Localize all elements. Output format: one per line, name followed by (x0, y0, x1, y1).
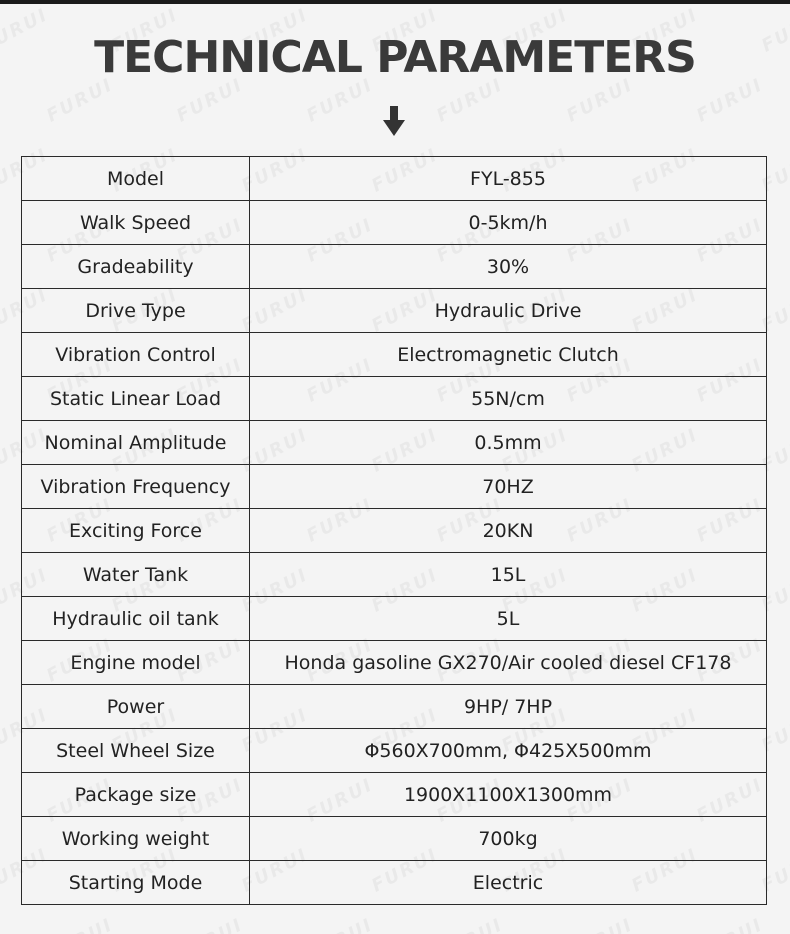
spec-value: 15L (250, 553, 767, 597)
watermark-logo (693, 914, 767, 934)
spec-label: Exciting Force (22, 509, 250, 553)
watermark-logo (563, 914, 637, 934)
spec-value: Honda gasoline GX270/Air cooled diesel CF178 (250, 641, 767, 685)
spec-value: 1900X1100X1300mm (250, 773, 767, 817)
spec-row (22, 773, 767, 817)
spec-row (22, 333, 767, 377)
page-title: TECHNICAL PARAMETERS (94, 32, 696, 83)
spec-row (22, 421, 767, 465)
spec-row (22, 597, 767, 641)
spec-row (22, 685, 767, 729)
spec-label: Walk Speed (22, 201, 250, 245)
spec-label: Model (22, 157, 250, 201)
spec-value: 9HP/ 7HP (250, 685, 767, 729)
spec-label: Gradeability (22, 245, 250, 289)
spec-value: 700kg (250, 817, 767, 861)
spec-row (22, 465, 767, 509)
spec-value: 55N/cm (250, 377, 767, 421)
spec-label: Water Tank (22, 553, 250, 597)
watermark-logo (173, 914, 247, 934)
spec-label: Engine model (22, 641, 250, 685)
spec-label: Hydraulic oil tank (22, 597, 250, 641)
spec-row (22, 289, 767, 333)
watermark-logo (433, 914, 507, 934)
top-bar (0, 0, 790, 4)
spec-label: Static Linear Load (22, 377, 250, 421)
spec-label: Nominal Amplitude (22, 421, 250, 465)
spec-value: 0.5mm (250, 421, 767, 465)
spec-label: Package size (22, 773, 250, 817)
spec-row (22, 553, 767, 597)
spec-row (22, 377, 767, 421)
spec-value: 70HZ (250, 465, 767, 509)
spec-value: Hydraulic Drive (250, 289, 767, 333)
spec-label: Starting Mode (22, 861, 250, 905)
arrow-down-icon (383, 106, 405, 136)
spec-table (21, 156, 767, 905)
spec-row (22, 641, 767, 685)
watermark-logo (303, 914, 377, 934)
spec-row (22, 729, 767, 773)
spec-value: 20KN (250, 509, 767, 553)
spec-row (22, 201, 767, 245)
spec-label: Drive Type (22, 289, 250, 333)
spec-label: Power (22, 685, 250, 729)
spec-label: Vibration Frequency (22, 465, 250, 509)
spec-row (22, 157, 767, 201)
spec-value: 5L (250, 597, 767, 641)
spec-value: Electric (250, 861, 767, 905)
spec-row (22, 817, 767, 861)
spec-value: 0-5km/h (250, 201, 767, 245)
spec-value: Electromagnetic Clutch (250, 333, 767, 377)
spec-value: FYL-855 (250, 157, 767, 201)
spec-row (22, 861, 767, 905)
spec-row (22, 245, 767, 289)
spec-label: Steel Wheel Size (22, 729, 250, 773)
spec-label: Vibration Control (22, 333, 250, 377)
watermark-logo (43, 914, 117, 934)
spec-value: Φ560X700mm, Φ425X500mm (250, 729, 767, 773)
spec-row (22, 509, 767, 553)
spec-label: Working weight (22, 817, 250, 861)
spec-value: 30% (250, 245, 767, 289)
